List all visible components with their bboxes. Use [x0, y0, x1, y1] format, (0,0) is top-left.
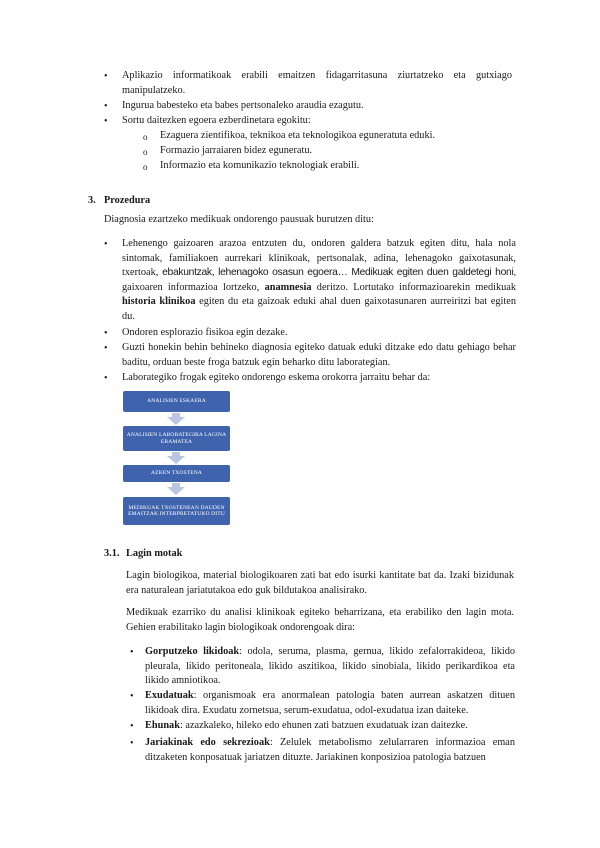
bullet-icon: •: [104, 116, 108, 127]
bullet-icon: •: [130, 691, 134, 702]
flow-step-2: ANALISIEN LABORATEGIRA LAGINA ERAMATEA: [123, 426, 230, 451]
circle-bullet-icon: o: [143, 162, 148, 172]
down-arrow-icon: [167, 456, 185, 464]
sub-bullet-2: Formazio jarraiaren bidez eguneratu.: [160, 145, 313, 156]
down-arrow-icon: [167, 417, 185, 425]
flow-step-3: AZKEN TXOSTENA: [123, 465, 230, 482]
bullet-icon: •: [130, 647, 134, 658]
top-bullet-2: Ingurua babesteko eta babes pertsonaleko araudia ezagutu.: [122, 100, 364, 111]
bullet-icon: •: [130, 721, 134, 732]
sample-item-3: Ehunak: azazkaleko, hileko edo ehunen zati batzuen exudatuak izan daitezke.: [145, 720, 468, 731]
sample-item-1: Gorputzeko likidoak: odola, seruma, plasma, gernua, likido zefalorrakideoa, likido pleurala, likido peritoneala, likido aszitikoa, likido sinobiala, likido perikardikoa eta likido amniotikoa.: [145, 646, 515, 687]
sample-definition: Lagin biologikoa, material biologikoaren zati bat edo isurki kantitate bat da. Izaki bizidunak era naturalean jariatutakoa edo guk bildutakoa analisirako.: [126, 570, 514, 596]
sample-item-4: Jariakinak edo sekrezioak: Zelulek metabolismo zelularraren informazioa eman ditzaketen konposatuak jariatzen dituzte. Jariakinen konposizioa patologia batzuen: [145, 737, 516, 763]
bullet-icon: •: [104, 343, 108, 354]
sub-bullet-3: Informazio eta komunikazio teknologiak erabili.: [160, 160, 360, 171]
section-number: 3.: [88, 195, 96, 206]
down-arrow-icon: [167, 487, 185, 495]
subsection-number: 3.1.: [104, 548, 120, 559]
procedure-bullet-1: Lehenengo gaizoaren arazoa entzuten du, ondoren galdera batzuk egiten ditu, hala nola sintomak, familiakoen aurrekari klinikoak, pertsonalak, adina, lehenagoko gaixotasunak, txertoak, ebakuntzak, lehenagoko osasun egoera… Medikuak egiten duen galdetegi honi, gaixoaren informazioa lortzeko, anamnesia deritzo. Lortutako informazioarekin medikuak historia klinikoa egiten du eta gaizoak eduki ahal duen gaixotasunaren aurreiritzi bat egiten du.: [122, 238, 516, 322]
bullet-icon: •: [104, 71, 108, 82]
flow-step-4: MEDIKUAK TXOSTENEAN DAUDEN EMAITZAK INTERPRETATUKO DITU: [123, 497, 230, 525]
bullet-icon: •: [104, 101, 108, 112]
flow-step-1: ANALISIEN ESKAERA: [123, 391, 230, 412]
procedure-bullet-2: Ondoren esplorazio fisikoa egin dezake.: [122, 327, 288, 338]
procedure-bullet-3: Guzti honekin behin behineko diagnosia egiteko datuak eduki ditzake edo datu gehiago behar baditu, orduan beste froga batzuk egin beharko ditu laborategian.: [122, 342, 516, 368]
top-bullet-1: Aplikazio informatikoak erabili emaitzen fidagarritasuna ziurtatzeko eta gutxiago manipulatzeko.: [122, 70, 512, 96]
top-bullet-3: Sortu daitezken egoera ezberdinetara egokitu:: [122, 115, 311, 126]
bullet-icon: •: [104, 373, 108, 384]
sample-item-2: Exudatuak: organismoak era anormalean patologia baten aurrean askatzen dituen likidoak dira. Exudatu zornetsua, serum-exudatua, odol-exudatua izan daiteke.: [145, 690, 515, 716]
subsection-title: Lagin motak: [126, 548, 183, 559]
sample-intro: Medikuak ezarriko du analisi klinikoak egiteko beharrizana, eta erabiliko den lagin mota. Gehien erabilitako lagin biologikoak ondorengoak dira:: [126, 607, 514, 633]
bullet-icon: •: [130, 738, 134, 749]
circle-bullet-icon: o: [143, 147, 148, 157]
bullet-icon: •: [104, 328, 108, 339]
circle-bullet-icon: o: [143, 132, 148, 142]
section-title: Prozedura: [104, 195, 151, 206]
section-intro: Diagnosia ezartzeko medikuak ondorengo pausuak burutzen ditu:: [104, 214, 374, 225]
bullet-icon: •: [104, 239, 108, 250]
procedure-bullet-4: Laborategiko frogak egiteko ondorengo eskema orokorra jarraitu behar da:: [122, 372, 431, 383]
sub-bullet-1: Ezaguera zientifikoa, teknikoa eta teknologikoa eguneratuta eduki.: [160, 130, 436, 141]
